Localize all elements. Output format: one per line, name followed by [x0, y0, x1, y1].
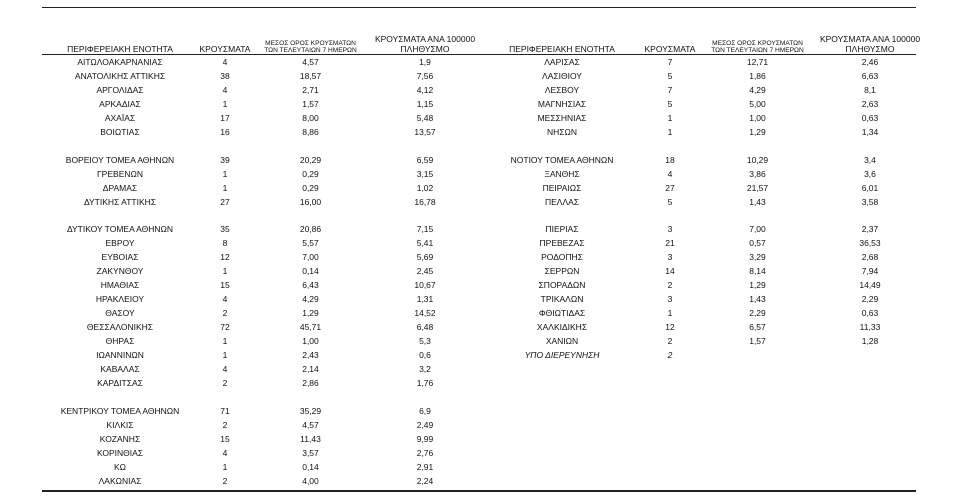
right-cell-per100k: 0,63 — [861, 308, 879, 319]
right-cell-region: ΠΕΙΡΑΙΩΣ — [542, 182, 582, 193]
left-cell-cases: 72 — [220, 322, 230, 333]
left-cell-cases: 2 — [222, 419, 228, 430]
left-cell-avg7: 4,57 — [302, 57, 319, 67]
right-cell-avg7: 3,29 — [749, 252, 766, 263]
right-cell-cases: 3 — [667, 224, 673, 235]
left-cell-per100k: 6,9 — [419, 405, 431, 416]
right-cell-avg7: 1,43 — [749, 196, 766, 207]
right-cell-per100k: 36,53 — [859, 238, 881, 249]
left-cell-region: ΘΑΣΟΥ — [105, 308, 135, 319]
left-cell-cases: 1 — [222, 98, 228, 109]
right-cell-cases: 5 — [667, 196, 673, 207]
right-cell-region: ΠΕΛΛΑΣ — [544, 196, 580, 207]
left-cell-region: ΖΑΚΥΝΘΟΥ — [96, 266, 144, 277]
right-cell-cases: 5 — [667, 98, 673, 109]
left-cell-avg7: 20,29 — [299, 154, 322, 165]
right-cell-avg7: 1,43 — [749, 294, 766, 305]
left-cell-cases: 4 — [222, 57, 228, 67]
left-header-avg7: ΜΕΣΟΣ ΟΡΟΣ ΚΡΟΥΣΜΑΤΩΝ ΤΩΝ ΤΕΛΕΥΤΑΙΩΝ 7 ΗΜΕΡΩΝ — [264, 39, 357, 54]
left-cell-cases: 12 — [220, 252, 230, 263]
right-cell-cases: 2 — [667, 349, 673, 360]
left-cell-avg7: 45,71 — [299, 322, 322, 333]
right-cell-region: ΞΑΝΘΗΣ — [544, 168, 580, 179]
left-cell-region: ΛΑΚΩΝΙΑΣ — [98, 475, 142, 486]
right-cell-avg7: 1,29 — [749, 280, 766, 291]
left-cell-region: ΓΡΕΒΕΝΩΝ — [97, 168, 143, 179]
right-cell-cases: 1 — [667, 308, 673, 319]
left-cell-region: ΕΒΡΟΥ — [105, 238, 135, 249]
left-cell-per100k: 2,24 — [416, 475, 434, 486]
right-cell-avg7: 1,29 — [749, 126, 766, 137]
left-cell-region: ΔΥΤΙΚΟΥ ΤΟΜΕΑ ΑΘΗΝΩΝ — [66, 224, 174, 235]
right-cell-region: ΣΕΡΡΩΝ — [544, 266, 580, 277]
left-cell-per100k: 14,52 — [414, 308, 436, 319]
right-cell-avg7: 7,00 — [749, 224, 766, 235]
left-cell-avg7: 1,29 — [302, 308, 319, 319]
right-cell-avg7: 8,14 — [749, 266, 766, 277]
left-cell-per100k: 1,76 — [416, 377, 434, 388]
left-cell-avg7: 11,43 — [300, 433, 321, 444]
left-cell-region: ΑΝΑΤΟΛΙΚΗΣ ΑΤΤΙΚΗΣ — [74, 71, 166, 81]
right-cell-region: ΛΕΣΒΟΥ — [544, 84, 580, 95]
left-cell-avg7: 0,29 — [302, 182, 319, 193]
left-cell-avg7: 6,43 — [302, 280, 319, 291]
left-cell-per100k: 2,91 — [416, 461, 434, 472]
left-cell-avg7: 2,86 — [302, 377, 319, 388]
left-cell-per100k: 1,9 — [419, 57, 431, 67]
left-cell-cases: 15 — [220, 280, 230, 291]
right-cell-per100k: 2,46 — [861, 57, 879, 67]
left-cell-region: ΚΑΡΔΙΤΣΑΣ — [97, 377, 143, 388]
right-cell-region: ΣΠΟΡΑΔΩΝ — [538, 280, 586, 291]
left-cell-avg7: 4,57 — [302, 419, 319, 430]
right-cell-region: ΝΟΤΙΟΥ ΤΟΜΕΑ ΑΘΗΝΩΝ — [510, 154, 614, 165]
right-cell-avg7: 0,57 — [749, 238, 766, 249]
right-cell-per100k: 2,29 — [861, 294, 879, 305]
right-cell-per100k: 11,33 — [859, 322, 881, 333]
left-cell-cases: 1 — [222, 461, 228, 472]
right-cell-region: ΛΑΣΙΘΙΟΥ — [542, 71, 582, 81]
left-cell-per100k: 5,48 — [416, 112, 434, 123]
left-cell-per100k: 7,15 — [416, 224, 434, 235]
left-cell-region: ΘΕΣΣΑΛΟΝΙΚΗΣ — [86, 322, 154, 333]
left-cell-avg7: 0,29 — [302, 168, 319, 179]
right-cell-avg7 — [705, 349, 810, 362]
left-header-per100k: ΚΡΟΥΣΜΑΤΑ ΑΝΑ 100000 ΠΛΗΘΥΣΜΟ — [374, 34, 476, 54]
left-cell-per100k: 7,56 — [416, 71, 434, 81]
left-cell-per100k: 6,59 — [416, 154, 434, 165]
right-cell-region: ΝΗΣΩΝ — [546, 126, 578, 137]
right-cell-per100k: 0,63 — [861, 112, 879, 123]
left-cell-avg7: 20,86 — [299, 224, 322, 235]
left-cell-per100k: 0,6 — [419, 349, 431, 360]
left-cell-cases: 27 — [220, 196, 230, 207]
right-cell-cases: 5 — [667, 71, 673, 81]
left-cell-region: ΘΗΡΑΣ — [105, 336, 135, 346]
left-cell-cases: 1 — [222, 168, 228, 179]
left-cell-per100k: 6,48 — [416, 322, 434, 333]
left-cell-avg7: 35,29 — [299, 405, 322, 416]
left-cell-avg7: 0,14 — [302, 461, 319, 472]
left-cell-region: ΗΡΑΚΛΕΙΟΥ — [95, 294, 145, 305]
left-cell-avg7: 1,57 — [302, 98, 319, 109]
left-cell-cases: 2 — [222, 308, 228, 319]
left-cell-cases: 4 — [222, 447, 228, 458]
right-cell-cases: 21 — [665, 238, 675, 249]
left-cell-region: ΕΥΒΟΙΑΣ — [101, 252, 139, 263]
left-cell-avg7: 2,43 — [302, 349, 319, 360]
right-header-cases: ΚΡΟΥΣΜΑΤΑ — [644, 43, 696, 54]
left-cell-region: ΑΡΚΑΔΙΑΣ — [99, 98, 141, 109]
right-cell-per100k: 8,1 — [864, 84, 876, 95]
left-cell-region: ΔΥΤΙΚΗΣ ΑΤΤΙΚΗΣ — [83, 196, 157, 207]
left-cell-avg7: 7,00 — [302, 252, 319, 263]
left-cell-cases: 38 — [220, 71, 230, 81]
left-cell-region: ΚΩ — [113, 461, 127, 472]
right-cell-avg7: 12,71 — [746, 57, 769, 67]
right-cell-region: ΧΑΛΚΙΔΙΚΗΣ — [536, 322, 588, 333]
left-cell-region: ΚΟΡΙΝΘΙΑΣ — [96, 447, 144, 458]
right-cell-avg7: 1,57 — [749, 336, 766, 346]
right-cell-avg7: 5,00 — [749, 98, 766, 109]
left-cell-cases: 1 — [222, 349, 228, 360]
right-cell-cases: 7 — [667, 84, 673, 95]
right-cell-region: ΤΡΙΚΑΛΩΝ — [540, 294, 584, 305]
left-cell-avg7: 3,57 — [302, 447, 319, 458]
right-cell-per100k: 7,94 — [861, 266, 879, 277]
right-cell-region: ΠΙΕΡΙΑΣ — [545, 224, 579, 235]
left-cell-cases: 39 — [220, 154, 230, 165]
left-cell-cases: 4 — [222, 363, 228, 374]
right-cell-per100k: 6,01 — [861, 182, 879, 193]
right-cell-region: ΜΑΓΝΗΣΙΑΣ — [537, 98, 587, 109]
right-cell-per100k: 14,49 — [859, 280, 881, 291]
left-cell-cases: 17 — [220, 112, 230, 123]
header-rule — [42, 54, 916, 55]
right-cell-avg7: 10,29 — [746, 154, 769, 165]
right-cell-per100k: 6,63 — [861, 71, 879, 81]
right-header-per100k: ΚΡΟΥΣΜΑΤΑ ΑΝΑ 100000 ΠΛΗΘΥΣΜΟ — [819, 34, 921, 54]
right-cell-cases: 1 — [667, 112, 673, 123]
left-cell-cases: 4 — [222, 294, 228, 305]
left-cell-region: ΚΟΖΑΝΗΣ — [99, 433, 141, 444]
left-cell-cases: 1 — [222, 266, 228, 277]
left-cell-per100k: 2,45 — [416, 266, 434, 277]
left-cell-per100k: 1,31 — [416, 294, 434, 305]
right-cell-cases: 1 — [667, 126, 673, 137]
left-cell-per100k: 2,76 — [416, 447, 434, 458]
left-cell-avg7: 0,14 — [302, 266, 319, 277]
right-cell-per100k: 3,4 — [864, 154, 876, 165]
right-cell-per100k: 2,63 — [861, 98, 879, 109]
left-cell-per100k: 5,3 — [419, 336, 431, 346]
left-cell-avg7: 16,00 — [299, 196, 322, 207]
right-cell-per100k: 2,37 — [861, 224, 879, 235]
left-cell-per100k: 1,02 — [416, 182, 434, 193]
right-cell-avg7: 1,86 — [749, 71, 766, 81]
right-cell-region: ΡΟΔΟΠΗΣ — [541, 252, 583, 263]
left-cell-per100k: 2,49 — [416, 419, 434, 430]
right-cell-region: ΜΕΣΣΗΝΙΑΣ — [537, 112, 587, 123]
left-cell-region: ΗΜΑΘΙΑΣ — [100, 280, 140, 291]
left-cell-cases: 2 — [222, 475, 228, 486]
right-cell-cases: 3 — [667, 294, 673, 305]
left-cell-region: ΔΡΑΜΑΣ — [102, 182, 138, 193]
left-cell-avg7: 5,57 — [302, 238, 319, 249]
left-cell-avg7: 8,00 — [302, 112, 319, 123]
right-cell-region: ΥΠΟ ΔΙΕΡΕΥΝΗΣΗ — [524, 349, 600, 360]
right-cell-per100k: 3,58 — [861, 196, 879, 207]
left-cell-avg7: 4,00 — [302, 475, 319, 486]
right-cell-avg7: 2,29 — [749, 308, 766, 319]
right-cell-per100k: 1,34 — [861, 126, 879, 137]
left-header-cases: ΚΡΟΥΣΜΑΤΑ — [199, 43, 251, 54]
left-cell-cases: 16 — [220, 126, 230, 137]
left-cell-cases: 8 — [222, 238, 228, 249]
left-cell-cases: 2 — [222, 377, 228, 388]
right-cell-avg7: 6,57 — [749, 322, 766, 333]
left-cell-region: ΑΙΤΩΛΟΑΚΑΡΝΑΝΙΑΣ — [77, 57, 163, 67]
top-rule — [42, 7, 916, 8]
left-cell-per100k: 9,99 — [416, 433, 434, 444]
right-cell-region: ΠΡΕΒΕΖΑΣ — [539, 238, 585, 249]
left-cell-per100k: 5,41 — [416, 238, 434, 249]
left-cell-cases: 4 — [222, 84, 228, 95]
left-cell-per100k: 1,15 — [416, 98, 434, 109]
left-cell-per100k: 16,78 — [414, 196, 436, 207]
left-cell-per100k: 10,67 — [414, 280, 436, 291]
right-cell-cases: 18 — [665, 154, 675, 165]
left-cell-cases: 1 — [222, 182, 228, 193]
right-cell-cases: 7 — [667, 57, 673, 67]
right-cell-region: ΛΑΡΙΣΑΣ — [544, 57, 580, 67]
left-cell-region: ΚΙΛΚΙΣ — [106, 419, 134, 430]
left-cell-cases: 35 — [220, 224, 230, 235]
right-header-avg7: ΜΕΣΟΣ ΟΡΟΣ ΚΡΟΥΣΜΑΤΩΝ ΤΩΝ ΤΕΛΕΥΤΑΙΩΝ 7 ΗΜΕΡΩΝ — [711, 39, 804, 54]
left-cell-cases: 71 — [220, 405, 230, 416]
left-cell-cases: 15 — [220, 433, 230, 444]
right-cell-cases: 12 — [665, 322, 675, 333]
right-cell-cases: 27 — [665, 182, 675, 193]
left-cell-region: ΙΩΑΝΝΙΝΩΝ — [96, 349, 144, 360]
left-cell-per100k: 4,12 — [416, 84, 434, 95]
right-cell-cases: 2 — [667, 280, 673, 291]
left-cell-per100k: 13,57 — [414, 126, 436, 137]
right-cell-per100k: 1,28 — [861, 336, 879, 346]
bottom-rule — [42, 490, 916, 492]
right-cell-avg7: 3,86 — [749, 168, 766, 179]
left-cell-region: ΒΟΡΕΙΟΥ ΤΟΜΕΑ ΑΘΗΝΩΝ — [65, 154, 175, 165]
left-cell-cases: 1 — [222, 336, 228, 346]
right-cell-cases: 3 — [667, 252, 673, 263]
left-cell-region: ΑΧΑΪΑΣ — [104, 112, 136, 123]
right-header-region: ΠΕΡΙΦΕΡΕΙΑΚΗ ΕΝΟΤΗΤΑ — [509, 43, 615, 54]
right-cell-cases: 14 — [665, 266, 675, 277]
right-cell-region: ΧΑΝΙΩΝ — [545, 336, 579, 346]
left-cell-region: ΚΑΒΑΛΑΣ — [100, 363, 140, 374]
left-cell-avg7: 1,00 — [302, 336, 319, 346]
right-cell-cases: 2 — [667, 336, 673, 346]
right-cell-avg7: 1,00 — [749, 112, 766, 123]
left-cell-avg7: 8,86 — [302, 126, 319, 137]
left-header-region: ΠΕΡΙΦΕΡΕΙΑΚΗ ΕΝΟΤΗΤΑ — [67, 43, 173, 54]
left-cell-avg7: 2,71 — [302, 84, 319, 95]
left-cell-avg7: 4,29 — [302, 294, 319, 305]
left-cell-per100k: 3,15 — [416, 168, 434, 179]
left-cell-per100k: 3,2 — [419, 363, 431, 374]
left-cell-avg7: 2,14 — [302, 363, 319, 374]
right-cell-per100k — [815, 349, 925, 362]
right-cell-avg7: 21,57 — [746, 182, 769, 193]
right-cell-cases: 4 — [667, 168, 673, 179]
right-cell-avg7: 4,29 — [749, 84, 766, 95]
left-cell-region: ΚΕΝΤΡΙΚΟΥ ΤΟΜΕΑ ΑΘΗΝΩΝ — [60, 405, 180, 416]
left-cell-per100k: 5,69 — [416, 252, 434, 263]
left-cell-region: ΑΡΓΟΛΙΔΑΣ — [96, 84, 144, 95]
right-cell-region: ΦΘΙΩΤΙΔΑΣ — [538, 308, 586, 319]
left-cell-avg7: 18,57 — [299, 71, 322, 81]
right-cell-per100k: 3,6 — [864, 168, 876, 179]
right-cell-per100k: 2,68 — [861, 252, 879, 263]
left-cell-region: ΒΟΙΩΤΙΑΣ — [100, 126, 140, 137]
